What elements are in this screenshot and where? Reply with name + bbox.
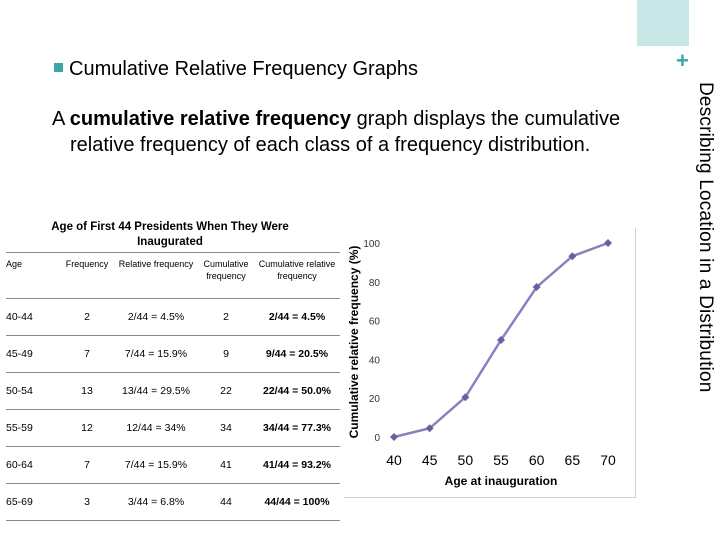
cell-cumulative: 44 xyxy=(198,484,254,521)
cell-age: 65-69 xyxy=(6,484,60,521)
col-header-cumulative-frequency: Cumulative frequency xyxy=(198,253,254,299)
col-header-relative-frequency: Relative frequency xyxy=(114,253,198,299)
cell-cumulative-relative: 44/44 = 100% xyxy=(254,484,340,521)
heading-text: Cumulative Relative Frequency Graphs xyxy=(69,58,419,80)
cell-cumulative: 2 xyxy=(198,299,254,336)
cell-relative: 12/44 = 34% xyxy=(114,410,198,447)
x-tick-label: 65 xyxy=(564,452,581,468)
cell-age: 60-64 xyxy=(6,447,60,484)
data-point xyxy=(390,433,398,441)
cell-cumulative-relative: 2/44 = 4.5% xyxy=(254,299,340,336)
table-row xyxy=(6,336,340,373)
frequency-table xyxy=(6,252,340,521)
cell-frequency: 12 xyxy=(60,410,114,447)
cell-cumulative-relative: 22/44 = 50.0% xyxy=(254,373,340,410)
chart-frame xyxy=(344,228,636,498)
table-row xyxy=(6,410,340,447)
cell-cumulative-relative: 41/44 = 93.2% xyxy=(254,447,340,484)
cell-cumulative-relative: 9/44 = 20.5% xyxy=(254,336,340,373)
col-header-cumulative-relative-frequency: Cumulative relative frequency xyxy=(254,253,340,299)
col-header-age: Age xyxy=(6,253,60,299)
y-tick-label: 0 xyxy=(374,433,380,444)
col-header-frequency: Frequency xyxy=(60,253,114,299)
cell-age: 40-44 xyxy=(6,299,60,336)
bullet-icon xyxy=(54,63,63,72)
x-tick-label: 50 xyxy=(457,452,474,468)
table-row xyxy=(6,447,340,484)
y-tick-label: 100 xyxy=(363,239,380,250)
cell-frequency: 3 xyxy=(60,484,114,521)
y-tick-label: 80 xyxy=(368,277,380,289)
cell-frequency: 13 xyxy=(60,373,114,410)
y-axis-title: Cumulative relative frequency (%) xyxy=(347,245,361,439)
x-tick-label: 45 xyxy=(421,452,438,468)
cell-cumulative: 34 xyxy=(198,410,254,447)
table-row xyxy=(6,484,340,521)
data-point xyxy=(604,239,612,247)
side-title: Describing Location in a Distribution xyxy=(695,82,716,393)
table-title: Age of First 44 Presidents When They Were Inaugurated xyxy=(51,221,289,248)
cell-age: 55-59 xyxy=(6,410,60,447)
x-axis-title: Age at inauguration xyxy=(444,474,558,488)
cell-frequency: 7 xyxy=(60,336,114,373)
corner-accent-bar xyxy=(637,0,689,46)
x-tick-label: 60 xyxy=(528,452,545,468)
cell-relative: 3/44 = 6.8% xyxy=(114,484,198,521)
slide-heading xyxy=(54,58,418,81)
y-tick-label: 20 xyxy=(368,394,380,406)
cell-frequency: 7 xyxy=(60,447,114,484)
table-header-row xyxy=(6,253,340,299)
cell-cumulative: 22 xyxy=(198,373,254,410)
cell-relative: 13/44 = 29.5% xyxy=(114,373,198,410)
cell-age: 50-54 xyxy=(6,373,60,410)
cell-relative: 2/44 = 4.5% xyxy=(114,299,198,336)
cell-relative: 7/44 = 15.9% xyxy=(114,336,198,373)
paragraph-post: graph displays the cumulative relative frequency of each class of a frequency distribution. xyxy=(70,108,621,156)
cell-cumulative-relative: 34/44 = 77.3% xyxy=(254,410,340,447)
y-tick-label: 40 xyxy=(368,355,380,367)
definition-paragraph xyxy=(52,106,632,158)
y-tick-label: 60 xyxy=(368,316,380,328)
paragraph-pre: A xyxy=(52,108,70,130)
cell-age: 45-49 xyxy=(6,336,60,373)
cell-relative: 7/44 = 15.9% xyxy=(114,447,198,484)
cell-cumulative: 41 xyxy=(198,447,254,484)
cell-cumulative: 9 xyxy=(198,336,254,373)
cumulative-frequency-chart xyxy=(344,228,636,498)
x-tick-label: 40 xyxy=(386,452,402,468)
table-row xyxy=(6,299,340,336)
cell-frequency: 2 xyxy=(60,299,114,336)
x-tick-label: 55 xyxy=(493,452,509,468)
table-row xyxy=(6,373,340,410)
plus-icon: + xyxy=(676,48,689,73)
paragraph-bold-term: cumulative relative frequency xyxy=(69,108,352,130)
x-tick-label: 70 xyxy=(600,452,616,468)
